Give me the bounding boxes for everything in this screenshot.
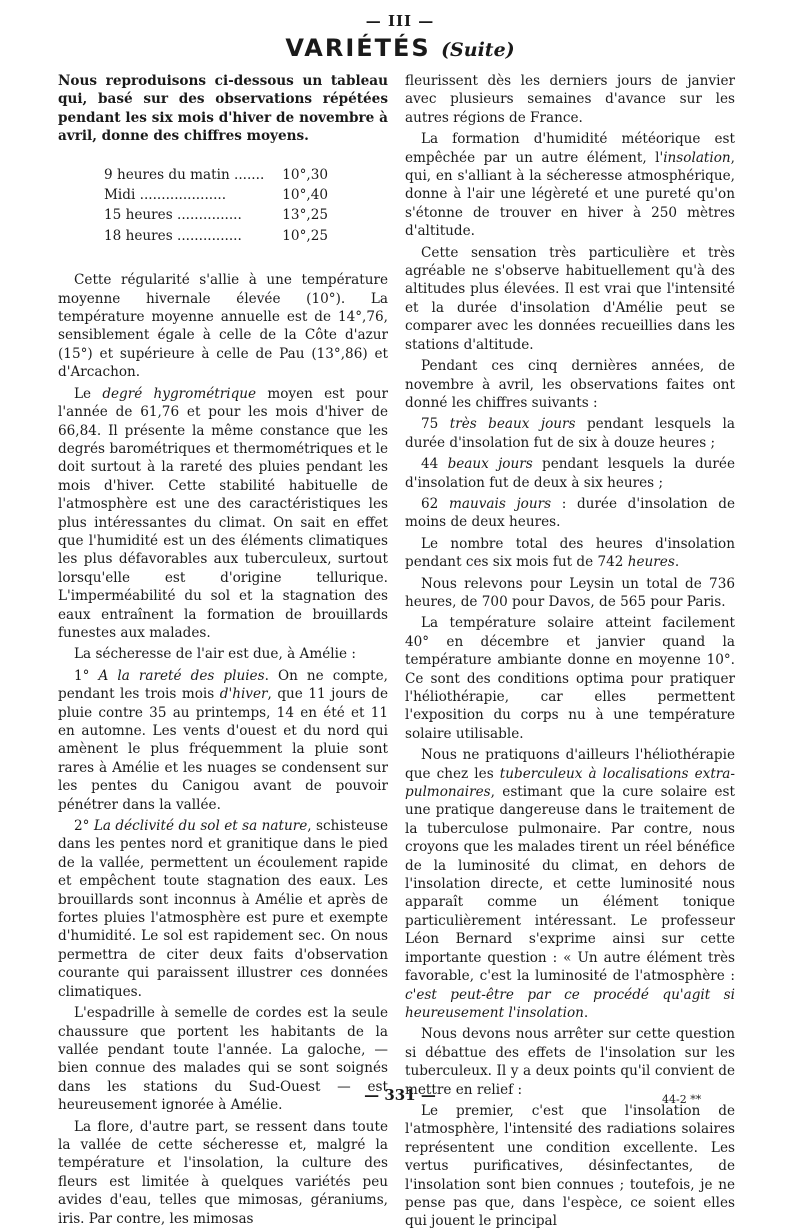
- paragraph-flora: La flore, d'autre part, se ressent dans toute la vallée de cette sécheresse et, malgré la température et l'insolation, la culture des fleurs est limitée à quelques variétés peu avides d'eau, telles que mimosas, géraniums, iris. Par contre, les mimosas: [58, 1118, 388, 1227]
- emphasis: heures: [627, 554, 675, 571]
- right-column: [405, 72, 735, 1231]
- emphasis: c'est peut-être par ce procédé qu'agit si heureusement l'insolation: [405, 986, 735, 1021]
- table-value: 10°,30: [282, 166, 328, 183]
- table-label: Midi ....................: [104, 187, 227, 204]
- paragraph-bad-days: [405, 495, 735, 532]
- emphasis: tuberculeux à localisations extra-pulmonaires: [405, 765, 735, 801]
- title-text: VARIÉTÉS: [285, 34, 431, 62]
- table-value: 10°,40: [282, 187, 328, 204]
- paragraph-beautiful-days: [405, 415, 735, 452]
- paragraph-heliotherapy: [405, 746, 735, 1022]
- left-column: [58, 72, 388, 1228]
- emphasis: d'hiver: [219, 686, 268, 703]
- text: 62: [421, 495, 449, 512]
- table-value: 10°,25: [282, 227, 328, 244]
- text: , estimant que la cure solaire est une pratique dangereuse dans le traitement de la tuberculose pulmonaire. Par contre, nous croyons que les malades tirent un réel bénéfice de la luminosité du climat, en dehors de l'insolation directe, et cette luminosité nous apparaît comme un élément tonique particulièrement intéressant. Le professeur Léon Bernard s'exprime ainsi sur cette importante question : « Un autre élément très favorable, c'est la luminosité de l'atmosphère :: [405, 784, 735, 985]
- text: Nous ne pratiquons d'ailleurs l'héliothérapie que chez les: [405, 747, 735, 782]
- text: : durée d'insolation de moins de deux heures.: [405, 495, 735, 531]
- table-label: 15 heures ...............: [104, 207, 242, 224]
- text: 2°: [74, 818, 94, 835]
- paragraph-mimosas: fleurissent dès les derniers jours de janvier avec plusieurs semaines d'avance sur les autres régions de France.: [405, 73, 735, 126]
- text: .: [674, 554, 680, 571]
- table-row: [104, 166, 328, 186]
- emphasis: insolation: [663, 149, 731, 166]
- text: 75: [421, 416, 450, 433]
- emphasis: très beaux jours: [449, 416, 576, 433]
- table-value: 13°,25: [282, 207, 328, 224]
- text: , schisteuse dans les pentes nord et granitique dans le pied de la vallée, permettent un écoulement rapide et empêchent toute stagnation des eaux. Les brouillards sont inconnus à Amélie et après de fortes pluies l'atmosphère est pure et exempte d'humidité. Le sol est rapidement sec. On nous permettra de citer deux faits d'observation courante qui paraissent illustrer ces données climatiques.: [58, 818, 388, 1000]
- emphasis: mauvais jours: [448, 495, 552, 512]
- paragraph-first-point: Le premier, c'est que l'insolation de l'atmosphère, l'intensité des radiations solaires représentent une condition excellente. Les vertus purificatives, désinfectantes, de l'insolation sont bien connues ; toutefois, je ne pense pas que, dans l'espèce, ce soient elles qui jouent le principal: [405, 1102, 735, 1230]
- text: , que 11 jours de pluie contre 35 au printemps, 14 en été et 11 en automne. Les vents d'ouest et du nord qui amènent le plus fréquemment la pluie sont rares à Amélie et les nuages se condensent sur les pentes du Canigou avant de pouvoir pénétrer dans la vallée.: [58, 686, 388, 813]
- paragraph-espadrille: L'espadrille à semelle de cordes est la seule chaussure que portent les habitants de la vallée pendant toute l'année. La galoche, — bien connue des malades qui se sont soignés dans les stations du Sud-Ouest — est heureusement ignorée à Amélie.: [58, 1005, 388, 1114]
- paragraph-total-hours: [405, 535, 735, 572]
- paragraph-solar-temperature: La température solaire atteint facilement 40° en décembre et janvier quand la température ambiante donne en moyenne 10°. Ce sont des conditions optima pour pratiquer l'héliothérapie, car elles permettent l'exposition du corps nu à une température solaire utilisable.: [405, 615, 735, 742]
- text: 44: [421, 456, 448, 473]
- paragraph-dryness: La sécheresse de l'air est due, à Amélie :: [74, 646, 356, 663]
- table-label: 18 heures ...............: [104, 227, 242, 244]
- paragraph-debate: Nous devons nous arrêter sur cette question si débattue des effets de l'insolation sur les tuberculeux. Il y a deux points qu'il convient de mettre en relief :: [405, 1026, 735, 1098]
- table-label: 9 heures du matin .......: [104, 166, 265, 183]
- paragraph-rain: [58, 667, 388, 814]
- page-number: — 331 —: [364, 1086, 436, 1104]
- emphasis: beaux jours: [447, 456, 533, 473]
- paragraph-insolation: [405, 130, 735, 240]
- text: Le nombre total des heures d'insolation pendant ces six mois fut de 742: [405, 535, 735, 571]
- text: . On ne compte, pendant les trois mois: [58, 667, 388, 703]
- text: .: [583, 1004, 589, 1021]
- text: pendant lesquels la durée d'insolation fut de deux à six heures ;: [405, 456, 735, 491]
- text: 1°: [74, 667, 99, 684]
- paragraph-comparison: Nous relevons pour Leysin un total de 736 heures, de 700 pour Davos, de 565 pour Paris.: [405, 575, 735, 610]
- table-row: [104, 227, 328, 247]
- emphasis: La déclivité du sol et sa nature: [93, 818, 308, 835]
- title-suite: (Suite): [441, 39, 515, 61]
- table-row: [104, 186, 328, 206]
- emphasis: A la rareté des pluies: [98, 667, 265, 684]
- text: , qui, en s'alliant à la sécheresse atmosphérique, donne à l'air une légèreté et une pureté qu'on s'étonne de trouver en hiver à 250 mètres d'altitude.: [405, 149, 735, 240]
- running-page-marker: — III —: [365, 12, 435, 30]
- page-title: [0, 34, 800, 62]
- paragraph-sensation: Cette sensation très particulière et très agréable ne s'observe habituellement qu'à des altitudes plus élevées. Il est vrai que l'intensité et la durée d'insolation d'Amélie peut se comparer avec les données recueillies dans les stations d'altitude.: [405, 244, 735, 353]
- table-row: [104, 206, 328, 226]
- intro-paragraph: Nous reproduisons ci-dessous un tableau qui, basé sur des observations répétées pendant les six mois d'hiver de novembre à avril, donne des chiffres moyens.: [58, 73, 388, 145]
- paragraph-good-days: [405, 455, 735, 492]
- text: moyen est pour l'année de 61,76 et pour les mois d'hiver de 66,84. Il présente la même constance que les degrés barométriques et thermométriques et le doit surtout à la rareté des pluies pendant les mois d'hiver. Cette stabilité habituelle de l'atmosphère est une des caractéristiques les plus intéressantes du climat. On sait en effet que l'humidité est un des éléments climatiques les plus défavorables aux tuberculeux, surtout lorsqu'elle est d'origine tellurique. L'imperméabilité du sol et la stagnation des eaux entraînent la formation de brouillards funestes aux malades.: [58, 385, 388, 641]
- emphasis: degré hygrométrique: [102, 385, 257, 402]
- hours-table: [104, 166, 328, 248]
- paragraph-slope: [58, 817, 388, 1001]
- print-code: 44-2 **: [662, 1093, 702, 1106]
- paragraph-observations: Pendant ces cinq dernières années, de novembre à avril, les observations faites ont donné les chiffres suivants :: [405, 358, 735, 411]
- text: Le: [74, 385, 103, 402]
- text: La formation d'humidité météorique est empêchée par un autre élément, l': [405, 131, 735, 166]
- text: pendant lesquels la durée d'insolation fut de six à douze heures ;: [405, 416, 736, 451]
- paragraph-temperature: Cette régularité s'allie à une température moyenne hivernale élevée (10°). La température moyenne annuelle est de 14°,76, sensiblement égale à celle de la Côte d'azur (15°) et supérieure à celle de Pau (13°,86) et d'Arcachon.: [58, 272, 388, 381]
- paragraph-hygrometry: [58, 385, 388, 643]
